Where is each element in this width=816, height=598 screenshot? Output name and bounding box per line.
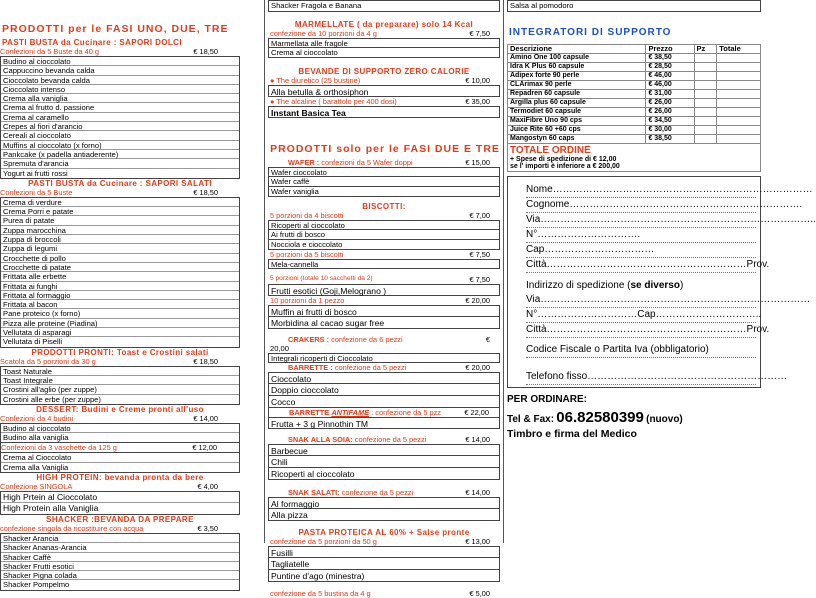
pack-info: confezione da 10 porzioni da 4 g: [270, 29, 377, 38]
product-list: [268, 444, 500, 480]
list-item: Frittata al bacon: [1, 300, 239, 309]
list-item: Mela-cannella: [268, 259, 500, 269]
list-item: Toast Naturale: [1, 367, 239, 376]
column-supplements-order: [507, 0, 816, 543]
pack-info: confezione da 5 porzioni da 50 g: [270, 537, 377, 546]
pack-info: Confezioni da 5 Buste da 40 g: [0, 47, 100, 56]
product-list: [268, 284, 500, 296]
price: € 5,00: [469, 589, 490, 598]
city-field[interactable]: Città……………………………………………………Prov.: [526, 258, 756, 273]
quantity-cell[interactable]: [694, 117, 717, 126]
column-header: Pz: [694, 45, 717, 54]
list-item: Cioccolato intenso: [1, 85, 239, 94]
shipping-address-label: [526, 279, 756, 293]
price-cell: € 30,00: [646, 126, 694, 135]
list-item: Frutti esotici (Goji,Melograno ): [268, 284, 500, 296]
total-cell[interactable]: [717, 99, 761, 108]
product-list: [268, 220, 500, 250]
column-header: Totale: [717, 45, 761, 54]
total-cell[interactable]: [717, 117, 761, 126]
tax-code-field[interactable]: Codice Fiscale o Partita Iva (obbligatorio): [526, 343, 756, 358]
table-row: [508, 54, 761, 63]
total-cell[interactable]: [717, 63, 761, 72]
product-cell: Argilla plus 60 capsule: [508, 99, 646, 108]
price: € 18,50: [193, 47, 218, 56]
product-cell: MaxiFibre Uno 90 cps: [508, 117, 646, 126]
list-item: Puntine d'ago (minestra): [268, 570, 500, 582]
quantity-cell[interactable]: [694, 72, 717, 81]
list-item: Ricoperti al cioccolato: [268, 220, 500, 230]
list-item: Zuppa marocchina: [1, 226, 239, 235]
price-cell: € 46,00: [646, 72, 694, 81]
address-field[interactable]: Via………………………………………………………………………..: [526, 213, 756, 228]
quantity-cell[interactable]: [694, 63, 717, 72]
pack-info: confezione da 5 pezzi: [354, 435, 427, 444]
section-header: PASTI BUSTA da Cucinare : SAPORI SALATI: [28, 178, 212, 188]
product-list: [0, 491, 240, 515]
total-cell[interactable]: [717, 72, 761, 81]
list-item: Shacker Pompelmo: [3, 580, 70, 590]
list-item: Budino al cioccolato: [1, 424, 239, 433]
list-item: Yogurt ai frutti rossi: [3, 168, 68, 178]
list-item: Shacker Fragola e Banana: [268, 0, 500, 12]
number-field[interactable]: N°………………………….: [526, 228, 756, 243]
list-item: Morbidina al cacao sugar free: [268, 317, 500, 329]
list-item: Crema alla Vaniglia: [3, 462, 69, 472]
list-item: Muffins al cioccolato (x forno): [1, 141, 239, 150]
product-list: [268, 259, 500, 269]
list-item: High Protein alla Vaniglia: [3, 502, 99, 513]
table-row: [508, 126, 761, 135]
section-header: PASTA PROTEICA AL 60% + Salse pronte: [298, 528, 470, 537]
section-title: INTEGRATORI DI SUPPORTO: [509, 27, 672, 38]
pack-info: ● The alcaline ( barattolo per 400 dosi): [270, 97, 397, 106]
list-item: Alla pizza: [268, 509, 500, 521]
name-field[interactable]: Nome……………………………………………………………………: [526, 183, 756, 198]
price-cell: € 26,00: [646, 108, 694, 117]
product-cell: Termodiet 60 capsule: [508, 108, 646, 117]
shipping-city-field[interactable]: Città……………………………………………………Prov.: [526, 323, 756, 338]
label: SNAK SALATI:: [288, 488, 340, 497]
column-phase-two-three: [268, 0, 500, 598]
fax-note: (nuovo): [646, 414, 683, 425]
pack-info: 5 porzioni da 5 biscotti: [270, 250, 344, 259]
pack-info: ● The diuretico (25 bustine): [270, 76, 361, 85]
total-cell[interactable]: [717, 108, 761, 117]
label: WAFER :: [288, 158, 320, 167]
list-item: Shacker Pigna colada: [1, 571, 239, 580]
pack-info: confezione da 5 bustina da 4 g: [270, 589, 371, 598]
quantity-cell[interactable]: [694, 90, 717, 99]
product-list: [268, 546, 500, 582]
price-cell: € 46,00: [646, 81, 694, 90]
pack-info: 10 porzioni da 1 pezzo: [270, 296, 345, 305]
column-header: Prezzo: [646, 45, 694, 54]
quantity-cell[interactable]: [694, 135, 717, 144]
list-item: Crema al Cioccolato: [1, 453, 239, 462]
shipping-note: se l' importi è inferiore a € 200,00: [510, 163, 620, 170]
list-item: Frittata ai funghi: [1, 282, 239, 291]
product-list: [0, 197, 240, 348]
product-cell: Mangostyn 60 caps: [508, 135, 646, 144]
pack-info: confezione da 5 pezzi: [341, 488, 414, 497]
pack-info: 5 porzioni da 4 biscotti: [270, 211, 344, 220]
price: € 7,00: [469, 211, 490, 220]
quantity-cell[interactable]: [694, 54, 717, 63]
list-item: Salsa al pomodoro: [507, 0, 761, 12]
table-row: [508, 81, 761, 90]
customer-form: [507, 176, 816, 388]
quantity-cell[interactable]: [694, 126, 717, 135]
label: BARRETTE: [289, 408, 330, 417]
column-phase-one-two-three: [0, 0, 240, 590]
list-item: Integrali ricoperti di Cioccolato: [268, 353, 500, 363]
column-header: Descrizione: [508, 45, 646, 54]
list-item: Crema al caramello: [1, 113, 239, 122]
price: € 3,50: [197, 523, 218, 533]
label: BARRETTE :: [288, 363, 333, 372]
order-heading: PER ORDINARE:: [507, 394, 588, 405]
product-list: [0, 423, 240, 444]
product-list: [268, 497, 500, 521]
price: € 14,00: [465, 435, 490, 444]
section-header: PASTI BUSTA da Cucinare : SAPORI DOLCI: [2, 38, 182, 47]
list-item: Vellutata di Piselli: [3, 337, 63, 347]
list-item: Crocchette di patate: [1, 263, 239, 272]
section-title: PRODOTTI solo per le FASI DUE E TRE: [270, 143, 500, 155]
list-item: Cereali al cioccolato: [1, 131, 239, 140]
pack-info: confezione da 5 pezzi: [334, 363, 407, 372]
list-item: Instant Basica Tea: [268, 106, 500, 118]
list-item: Cappuccino bevanda calda: [1, 66, 239, 75]
list-item: Pane proteico (x forno): [1, 309, 239, 318]
list-item: Ai frutti di bosco: [268, 230, 500, 240]
list-item: Frutta + 3 g Pinnothin TM: [268, 417, 500, 429]
label: Indirizzo di spedizione (: [526, 280, 631, 291]
list-item: Shacker Caffè: [1, 553, 239, 562]
list-item: Frittata al formaggio: [1, 291, 239, 300]
list-item: Nocciola e cioccolato: [268, 240, 500, 250]
list-item: Frittata alle erbette: [1, 272, 239, 281]
pack-info: Confezioni da 5 Buste: [0, 187, 73, 197]
total-cell[interactable]: [717, 54, 761, 63]
surname-field[interactable]: Cognome…………………………………………………………….: [526, 198, 756, 213]
table-row: [508, 135, 761, 144]
table-row: [508, 117, 761, 126]
total-cell[interactable]: [717, 81, 761, 90]
column-divider: [264, 0, 265, 543]
list-item: Wafer caffè: [268, 177, 500, 187]
price: € 22,00: [464, 408, 489, 417]
list-item: Crepes al fiori d'arancio: [1, 122, 239, 131]
section-header: BISCOTTI:: [362, 202, 406, 211]
shipping-address-field[interactable]: Via………………………………………………………………………: [526, 293, 756, 308]
product-list: [268, 353, 500, 363]
list-item: Crema al cioccolato: [268, 48, 500, 58]
product-list: [0, 452, 240, 473]
quantity-cell[interactable]: [694, 108, 717, 117]
list-item: Purea di patate: [1, 216, 239, 225]
product-cell: Amino One 100 capsule: [508, 54, 646, 63]
price: € 20,00: [465, 363, 490, 372]
product-list: [0, 56, 240, 179]
product-list: [268, 305, 500, 329]
quantity-cell[interactable]: [694, 99, 717, 108]
pack-info: 5 porzioni (totale 10 sacchetti da 2): [270, 275, 373, 282]
price-cell: € 28,50: [646, 63, 694, 72]
list-item: Toast Integrale: [1, 376, 239, 385]
list-item: Shacker Frutti esotici: [1, 562, 239, 571]
price: € 13,00: [465, 537, 490, 546]
product-cell: CLArimax 90 perle: [508, 81, 646, 90]
price: € 18,50: [193, 356, 218, 366]
product-list: [268, 167, 500, 197]
price: € 15,00: [465, 158, 490, 167]
total-cell[interactable]: [717, 90, 761, 99]
price-cell: € 31,00: [646, 90, 694, 99]
product-cell: Idra K Plus 60 capsule: [508, 63, 646, 72]
list-item: Wafer vaniglia: [268, 187, 500, 197]
pack-info: confezioni da 5 Wafer doppi: [321, 158, 413, 167]
list-item: Crostini all'aglio (per zuppe): [1, 385, 239, 394]
price: € 10,00: [465, 76, 490, 85]
price-cell: € 34,50: [646, 117, 694, 126]
list-item: Cioccolato: [268, 372, 500, 384]
list-item: Chili: [268, 456, 500, 468]
list-item: Crostini alle erbe (per zuppe): [3, 394, 101, 404]
pack-info: confezione singola da ricostituire con acqua: [0, 523, 144, 533]
list-item: Zuppa di broccoli: [1, 235, 239, 244]
section-header: SHACKER :BEVANDA DA PREPARE: [46, 514, 194, 524]
price: € 7,50: [469, 275, 490, 284]
price-cell: € 38,50: [646, 54, 694, 63]
table-row: [508, 72, 761, 81]
list-item: Crema Porri e patate: [1, 207, 239, 216]
pack-info: Scatola da 5 porzioni da 30 g: [0, 356, 96, 366]
total-cell[interactable]: [717, 135, 761, 144]
pack-info: Confezioni da 4 budini: [0, 413, 74, 423]
table-row: [508, 99, 761, 108]
doctor-stamp-label: Timbro e firma del Medico: [507, 428, 637, 440]
list-item: Al formaggio: [268, 497, 500, 509]
phone-field[interactable]: Telefono fisso……………………………………………………: [526, 370, 756, 385]
list-item: Tagliatelle: [268, 558, 500, 570]
price: € 18,50: [193, 187, 218, 197]
price: € 7,50: [469, 250, 490, 259]
price: € 14,00: [193, 413, 218, 423]
cap-field[interactable]: Cap……………………………: [526, 243, 756, 258]
list-item: Shacker Ananas-Arancia: [1, 543, 239, 552]
fax-label: Tel & Fax:: [507, 414, 555, 425]
product-list: [268, 38, 500, 58]
list-item: Budino alla vaniglia: [3, 433, 69, 443]
list-item: Budino al cioccolato: [1, 57, 239, 66]
label: se diverso: [630, 280, 680, 291]
table-row: [508, 63, 761, 72]
list-item: Cioccolato bevanda calda: [1, 76, 239, 85]
product-list: [0, 366, 240, 405]
label: ): [679, 280, 684, 291]
table-row: [508, 108, 761, 117]
product-cell: Juice Rite 60 +60 cps: [508, 126, 646, 135]
price: € 12,00: [192, 443, 217, 453]
product-cell: Adipex forte 90 perle: [508, 72, 646, 81]
list-item: Crema di verdure: [1, 198, 239, 207]
price: 20,00: [270, 344, 290, 353]
list-item: High Prtein al Cioccolato: [1, 492, 239, 503]
list-item: Barbecue: [268, 444, 500, 456]
price-cell: € 26,00: [646, 99, 694, 108]
section-header: PRODOTTI PRONTI: Toast e Crostini salati: [31, 347, 209, 357]
list-item: Marmellata alle fragole: [268, 38, 500, 48]
label: SNAK ALLA SOIA:: [288, 435, 353, 444]
product-cell: Repadren 60 capsule: [508, 90, 646, 99]
list-item: Shacker Arancia: [1, 534, 239, 543]
price: € 4,00: [197, 481, 218, 491]
supplements-table: [507, 44, 761, 144]
section-header: BEVANDE DI SUPPORTO ZERO CALORIE: [298, 67, 470, 76]
list-item: Zuppa di legumi: [1, 244, 239, 253]
order-total-label: TOTALE ORDINE: [510, 145, 591, 156]
price-cell: € 38,50: [646, 135, 694, 144]
total-cell[interactable]: [717, 126, 761, 135]
column-divider: [503, 0, 504, 543]
price: € 7,50: [469, 29, 490, 38]
list-item: Pizza alle proteine (Piadina): [1, 319, 239, 328]
label: ANTIFAME: [331, 408, 370, 417]
list-item: Cocco: [268, 396, 500, 408]
list-item: Alla betulla & orthosiphon: [268, 85, 500, 97]
list-item: Crocchette di pollo: [1, 254, 239, 263]
price: € 20,00: [465, 296, 490, 305]
pack-info: confezione da 6 pezzi: [331, 335, 403, 344]
price: €: [485, 335, 490, 344]
product-list: [268, 372, 500, 408]
list-item: Pankcake (x padella antiaderente): [1, 150, 239, 159]
list-item: Doppio cioccolato: [268, 384, 500, 396]
list-item: Wafer cioccolato: [268, 167, 500, 177]
list-item: Fusilli: [268, 546, 500, 558]
list-item: Spremuta d'arancia: [1, 159, 239, 168]
quantity-cell[interactable]: [694, 81, 717, 90]
label: CRAKERS :: [288, 335, 330, 344]
list-item: Ricoperti al cioccolato: [268, 468, 500, 480]
section-header: DESSERT: Budini e Creme pronti all'uso: [36, 404, 204, 414]
shipping-note: + Spese di spedizione di € 12,00: [510, 156, 617, 163]
pack-info: Confezioni da 3 vaschette da 125 g: [1, 443, 117, 453]
product-list: [0, 533, 240, 591]
pack-info: Confezione SINGOLA: [0, 481, 73, 491]
price: € 35,00: [465, 97, 490, 106]
pack-info: : confezione da 5 pzz: [371, 408, 442, 417]
list-item: Muffin ai frutti di bosco: [268, 305, 500, 317]
list-item: Crema al frutto d. passione: [1, 103, 239, 112]
product-list: [268, 417, 500, 429]
section-header: HIGH PROTEIN: bevanda pronta da bere: [36, 472, 204, 482]
section-title: PRODOTTI per le FASI UNO, DUE, TRE: [2, 23, 229, 35]
price: € 14,00: [465, 488, 490, 497]
shipping-number-cap-field[interactable]: N°…………………………Cap…………………………..: [526, 308, 756, 323]
fax-number: 06.82580399: [556, 409, 644, 426]
list-item: Vellutata di asparagi: [1, 328, 239, 337]
list-item: Crema alla vaniglia: [1, 94, 239, 103]
table-row: [508, 90, 761, 99]
section-header: MARMELLATE ( da preparare) solo 14 Kcal: [294, 20, 474, 29]
